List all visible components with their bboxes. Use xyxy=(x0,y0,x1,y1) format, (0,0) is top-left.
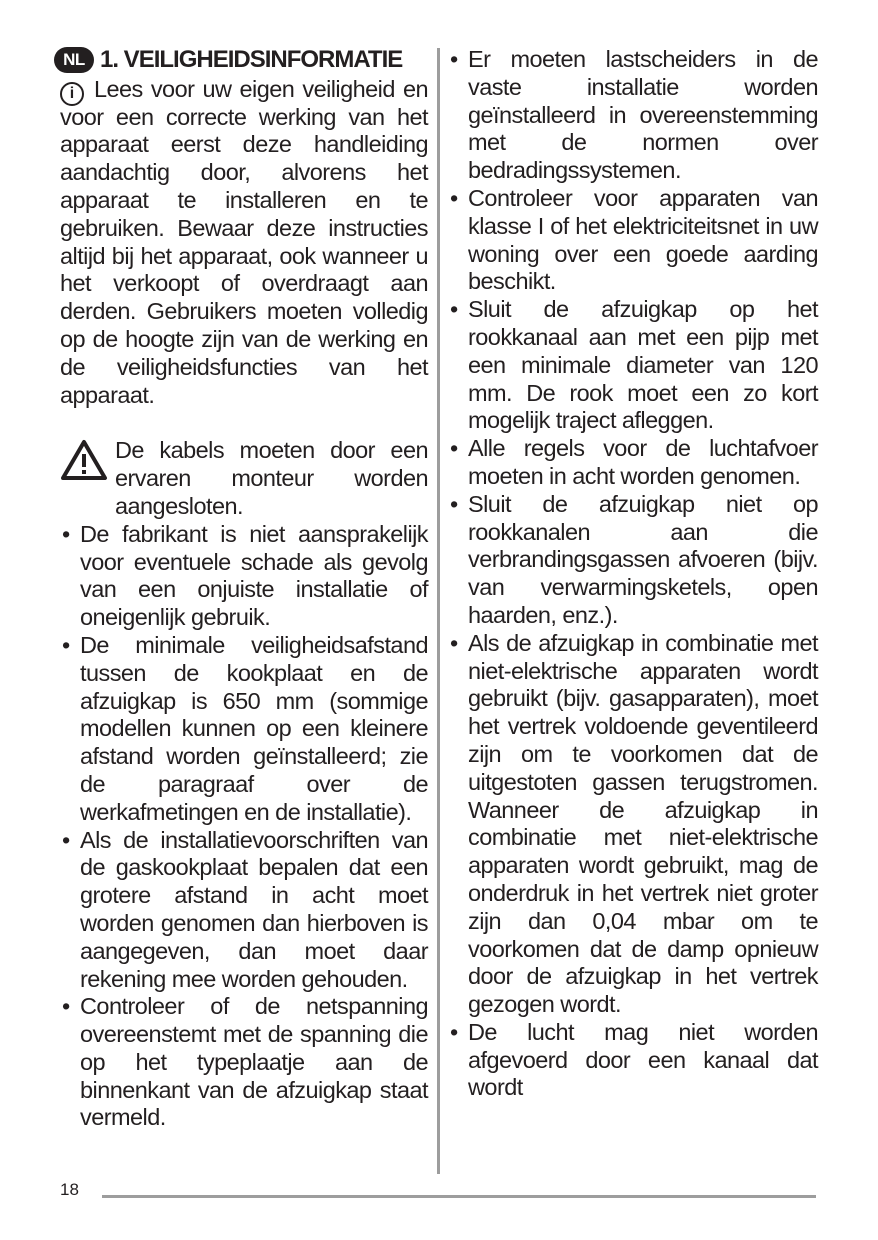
section-title: 1. VEILIGHEIDSINFORMATIE xyxy=(100,46,403,73)
list-item: • De minimale veiligheidsafstand tussen de kookplaat en de afzuigkap is 650 mm (sommige modellen kunnen op een kleinere afstand worden geïnstalleerd; zie de paragraaf over de werkafmetingen en de installatie). xyxy=(60,632,428,827)
section-heading xyxy=(54,46,428,74)
footer-rule xyxy=(102,1195,816,1198)
list-item: • Er moeten lastscheiders in de vaste installatie worden geïnstalleerd in overeenstemming met de normen over bedradingssystemen. xyxy=(448,46,818,185)
right-bullet-list xyxy=(448,46,818,1102)
list-item: • Controleer of de netspanning overeenstemt met de spanning die op het typeplaatje aan de binnenkant van de afzuigkap staat vermeld. xyxy=(60,993,428,1132)
list-item: • Controleer voor apparaten van klasse I of het elektriciteitsnet in uw woning over een goede aarding beschikt. xyxy=(448,185,818,296)
list-item: • Als de installatievoorschriften van de gaskookplaat bepalen dat een grotere afstand in acht moet worden genomen dan hierboven is aangegeven, dan moet daar rekening mee worden gehouden. xyxy=(60,827,428,994)
intro-block xyxy=(60,76,428,410)
column-divider xyxy=(437,48,440,1174)
list-item: • Sluit de afzuigkap op het rookkanaal aan met een pijp met een minimale diameter van 120 mm. De rook moet een zo kort mogelijk traject afleggen. xyxy=(448,296,818,435)
intro-paragraph: Lees voor uw eigen veiligheid en voor een correcte werking van het apparaat eerst deze handleiding aandachtig door, alvorens het apparaat te installeren en te gebruiken. Bewaar deze instructies altijd bij het apparaat, ook wanneer u het verkoopt of overdraagt aan derden. Gebruikers moeten volledig op de hoogte zijn van de werking en de veiligheidsfuncties van het apparaat. xyxy=(60,75,428,408)
list-item: • Als de afzuigkap in combinatie met niet-elektrische apparaten wordt gebruikt (bijv. gasapparaten), moet het vertrek voldoende geventileerd zijn om te voorkomen dat de uitgestoten gassen terugstromen. Wanneer de afzuigkap in combinatie met niet-elektrische apparaten wordt gebruikt, mag de onderdruk in het vertrek niet groter zijn dan 0,04 mbar om te voorkomen dat de damp opnieuw door de afzuigkap in het vertrek gezogen wordt. xyxy=(448,630,818,1019)
list-item: • De lucht mag niet worden afgevoerd door een kanaal dat wordt xyxy=(448,1019,818,1102)
left-column xyxy=(60,46,428,1132)
list-item: • De fabrikant is niet aansprakelijk voor eventuele schade als gevolg van een onjuiste installatie of oneigenlijk gebruik. xyxy=(60,521,428,632)
language-badge: NL xyxy=(54,47,94,73)
warning-triangle-icon xyxy=(60,439,108,481)
warning-block xyxy=(60,437,428,520)
list-item: • Alle regels voor de luchtafvoer moeten in acht worden genomen. xyxy=(448,435,818,491)
list-item: • Sluit de afzuigkap niet op rookkanalen aan die verbrandingsgassen afvoeren (bijv. van verwarmingsketels, open haarden, enz.). xyxy=(448,491,818,630)
info-icon: i xyxy=(60,82,84,106)
right-column xyxy=(448,46,818,1102)
left-bullet-list xyxy=(60,521,428,1133)
page-number: 18 xyxy=(60,1180,79,1199)
warning-paragraph: De kabels moeten door een ervaren monteur worden aangesloten. xyxy=(115,437,428,519)
